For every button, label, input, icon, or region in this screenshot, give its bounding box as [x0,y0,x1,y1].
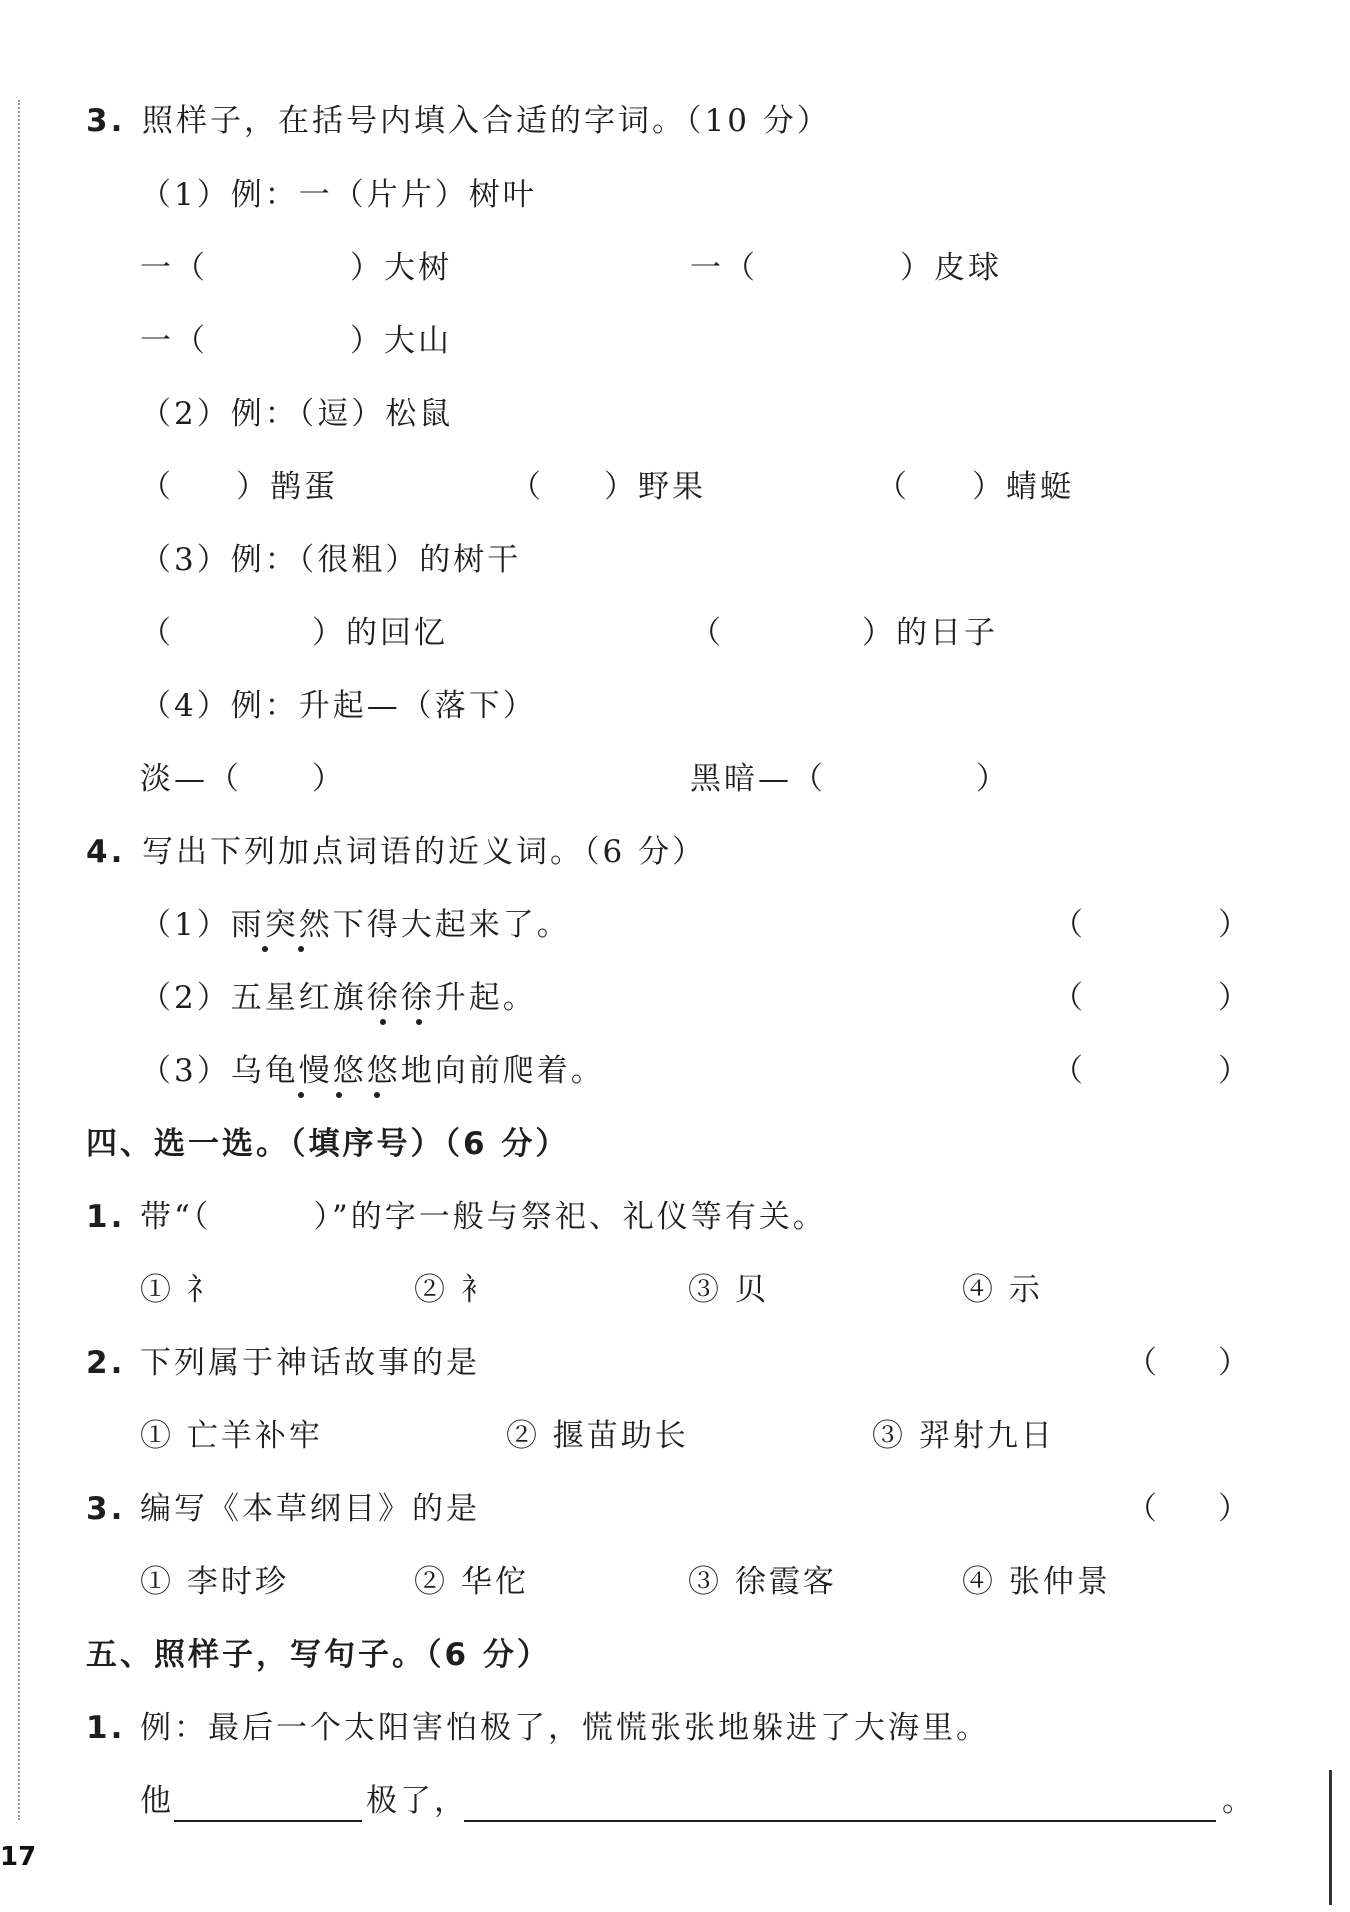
blank-open: （ [876,469,910,505]
option: ① 亡羊补牢 [140,1418,323,1454]
question-number: 2. [86,1345,126,1381]
emphasis-dot [380,1019,386,1025]
q3-number: 3. [86,103,126,139]
blank-close: ）的日子 [862,615,998,651]
emphasis-dot [298,1092,304,1098]
item-text: （2）五星红旗徐徐升起。 [140,980,537,1016]
section5-heading [0,1630,1350,1680]
q3-p4-row [0,754,1350,804]
blank-open: 一（ [690,250,758,286]
blank-open: （ [140,615,174,651]
q3-title-row [0,96,1350,146]
example-text: （2）例：（逗）松鼠 [140,396,454,432]
example-text: （3）例：（很粗）的树干 [140,542,522,578]
s4-q1-options [0,1265,1350,1315]
blank-open: 一（ [140,250,208,286]
q3-p3-example [0,535,1350,585]
sentence-start: 他 [140,1783,174,1819]
question-number: 3. [86,1491,126,1527]
emphasis-dot [298,946,304,952]
sentence-end: 。 [1222,1783,1256,1819]
q4-item-3 [0,1046,1350,1096]
blank-open: 一（ [140,323,208,359]
page-number: 17 [0,1842,37,1872]
q3-p1-example [0,170,1350,220]
q4-item-1 [0,900,1350,950]
blank-close: ） [976,761,1010,797]
answer-close: ） [1218,1053,1252,1089]
blank-close: ） [312,761,346,797]
option: ④ 示 [962,1272,1043,1308]
option: ② 华佗 [414,1564,529,1600]
q3-p3-row [0,608,1350,658]
answer-open: （ [1052,1053,1086,1089]
option: ② 揠苗助长 [506,1418,689,1454]
example-text: （1）例：一（片片）树叶 [140,177,537,213]
q3-p1-row1 [0,243,1350,293]
blank-close: ）野果 [604,469,706,505]
question-number: 1. [86,1710,126,1746]
q4-item-2 [0,973,1350,1023]
q3-p4-example [0,681,1350,731]
example-text: 例：最后一个太阳害怕极了，慌慌张张地躲进了大海里。 [140,1710,990,1746]
s5-q1-example [0,1703,1350,1753]
blank-close: ）的回忆 [312,615,448,651]
emphasis-dot [374,1092,380,1098]
emphasis-dot [262,946,268,952]
s5-q1-answer-row [0,1776,1350,1826]
blank-open: （ [690,615,724,651]
emphasis-dot [336,1092,342,1098]
blank-close: ）大树 [350,250,452,286]
question-text: 下列属于神话故事的是 [140,1345,480,1381]
answer-close: ） [1218,980,1252,1016]
blank-close: ）蜻蜓 [972,469,1074,505]
s4-q2-options [0,1411,1350,1461]
blank-close: ）鹊蛋 [236,469,338,505]
answer-blank-1[interactable] [174,1820,362,1822]
q3-p1-row2 [0,316,1350,366]
blank-open: （ [140,469,174,505]
q4-title-row [0,827,1350,877]
option: ④ 张仲景 [962,1564,1111,1600]
option: ① 礻 [140,1272,221,1308]
answer-open: （ [1126,1491,1160,1527]
option: ③ 贝 [688,1272,769,1308]
question-number: 1. [86,1199,126,1235]
q3-title: 照样子，在括号内填入合适的字词。（10 分） [142,103,831,139]
question-text: 带“（ ）”的字一般与祭祀、礼仪等有关。 [140,1199,827,1235]
q4-number: 4. [86,834,126,870]
answer-close: ） [1218,1345,1252,1381]
blank-open: 淡—（ [140,761,242,797]
question-text: 编写《本草纲目》的是 [140,1491,480,1527]
section-title: 四、选一选。（填序号）（6 分） [86,1126,570,1162]
blank-close: ）皮球 [900,250,1002,286]
q4-title: 写出下列加点词语的近义词。（6 分） [142,834,707,870]
s4-q2-row [0,1338,1350,1388]
example-text: （4）例：升起—（落下） [140,688,537,724]
blank-open: （ [510,469,544,505]
answer-open: （ [1126,1345,1160,1381]
emphasis-dot [416,1019,422,1025]
s4-q1-row [0,1192,1350,1242]
option: ③ 羿射九日 [872,1418,1055,1454]
q3-p2-row [0,462,1350,512]
section4-heading [0,1119,1350,1169]
item-text: （1）雨突然下得大起来了。 [140,907,571,943]
answer-close: ） [1218,1491,1252,1527]
answer-blank-2[interactable] [464,1820,1216,1822]
q3-p2-example [0,389,1350,439]
section-title: 五、照样子，写句子。（6 分） [86,1637,551,1673]
answer-close: ） [1218,907,1252,943]
s4-q3-row [0,1484,1350,1534]
option: ① 李时珍 [140,1564,289,1600]
option: ③ 徐霞客 [688,1564,837,1600]
item-text: （3）乌龟慢悠悠地向前爬着。 [140,1053,605,1089]
option: ② 衤 [414,1272,495,1308]
sentence-middle: 极了， [366,1783,468,1819]
answer-open: （ [1052,980,1086,1016]
s4-q3-options [0,1557,1350,1607]
blank-close: ）大山 [350,323,452,359]
blank-open: 黑暗—（ [690,761,826,797]
answer-open: （ [1052,907,1086,943]
